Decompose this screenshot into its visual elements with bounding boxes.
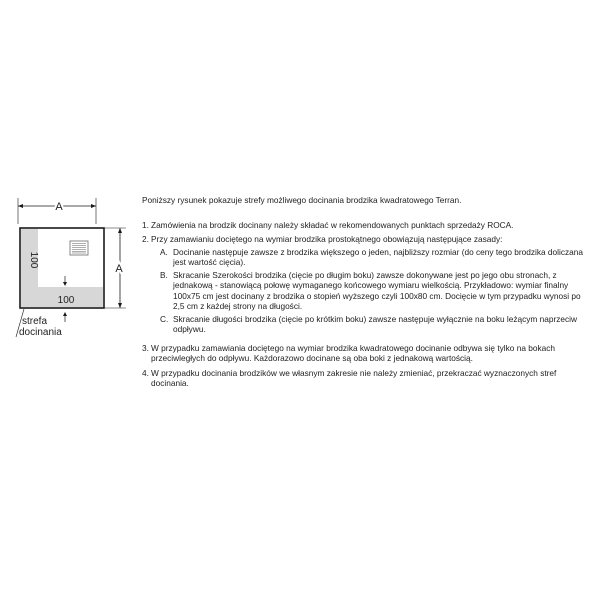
list-item bbox=[142, 220, 594, 231]
arrow-down-icon bbox=[118, 303, 122, 308]
sub-item bbox=[160, 247, 594, 268]
zone-label-line1: strefa bbox=[22, 316, 48, 327]
sub-item-text: Skracanie długości brodzika (cięcie po krótkim boku) zawsze następuje wyłącznie na boku leżącym naprzeciw odpływu. bbox=[173, 313, 577, 334]
cutting-zone-diagram bbox=[8, 192, 138, 342]
sub-item bbox=[160, 314, 594, 335]
width-dimension-label: A bbox=[55, 201, 63, 213]
list-number: 3. bbox=[142, 342, 149, 353]
sub-letter: C. bbox=[160, 313, 169, 324]
sub-item-text: Skracanie Szerokości brodzika (cięcie po długim boku) zawsze dokonywane jest po jego obu stronach, z jednakową - stanowiącą połowę wymaganego końcowego wymiaru wielkością. Przykładowo: wymiar finalny 100x75 cm jest docinany z brodzika o stopień wyższego czyli 100x80 cm. Docięcie w tym przypadku wynosi po 2,5 cm z każdej strony na długości. bbox=[173, 269, 581, 311]
side-zone-label: 100 bbox=[28, 251, 39, 269]
arrow-left-icon bbox=[18, 204, 23, 208]
bottom-zone-label: 100 bbox=[57, 295, 75, 306]
list-number: 4. bbox=[142, 367, 149, 378]
list-item-text: Przy zamawianiu dociętego na wymiar brodzika prostokątnego obowiązują następujące zasady: bbox=[151, 234, 503, 244]
list-item bbox=[142, 234, 594, 335]
list-item-text: W przypadku docinania brodzików we własnym zakresie nie należy zmieniać, przekraczać wyznaczonych stref docinania. bbox=[151, 367, 557, 388]
sub-item-text: Docinanie następuje zawsze z brodzika większego o jeden, najbliższy rozmiar (do ceny tego brodzika doliczana jest wartość cięcia). bbox=[173, 246, 583, 267]
arrow-up-small-icon bbox=[63, 312, 67, 316]
arrow-up-icon bbox=[118, 228, 122, 233]
sub-letter: A. bbox=[160, 246, 168, 257]
zone-label-line2: docinania bbox=[19, 327, 62, 338]
instructions-text bbox=[142, 195, 594, 393]
height-dimension-label: A bbox=[115, 263, 123, 275]
list-item-text: W przypadku zamawiania dociętego na wymiar brodzika kwadratowego docinanie odbywa się tylko na bokach przeciwległych do odpływu. Każdorazowo docinane są oba boki z jednakową wartością. bbox=[151, 342, 555, 363]
list-number: 1. bbox=[142, 219, 149, 230]
list-number: 2. bbox=[142, 234, 149, 244]
list-item bbox=[142, 343, 594, 364]
list-item-text: Zamówienia na brodzik docinany należy składać w rekomendowanych punktach sprzedaży ROCA. bbox=[151, 219, 514, 230]
intro-text: Poniższy rysunek pokazuje strefy możliwego docinania brodzika kwadratowego Terran. bbox=[142, 195, 462, 205]
sub-letter: B. bbox=[160, 269, 168, 280]
list-item bbox=[142, 368, 594, 389]
arrow-right-icon bbox=[91, 204, 96, 208]
sub-item bbox=[160, 270, 594, 312]
